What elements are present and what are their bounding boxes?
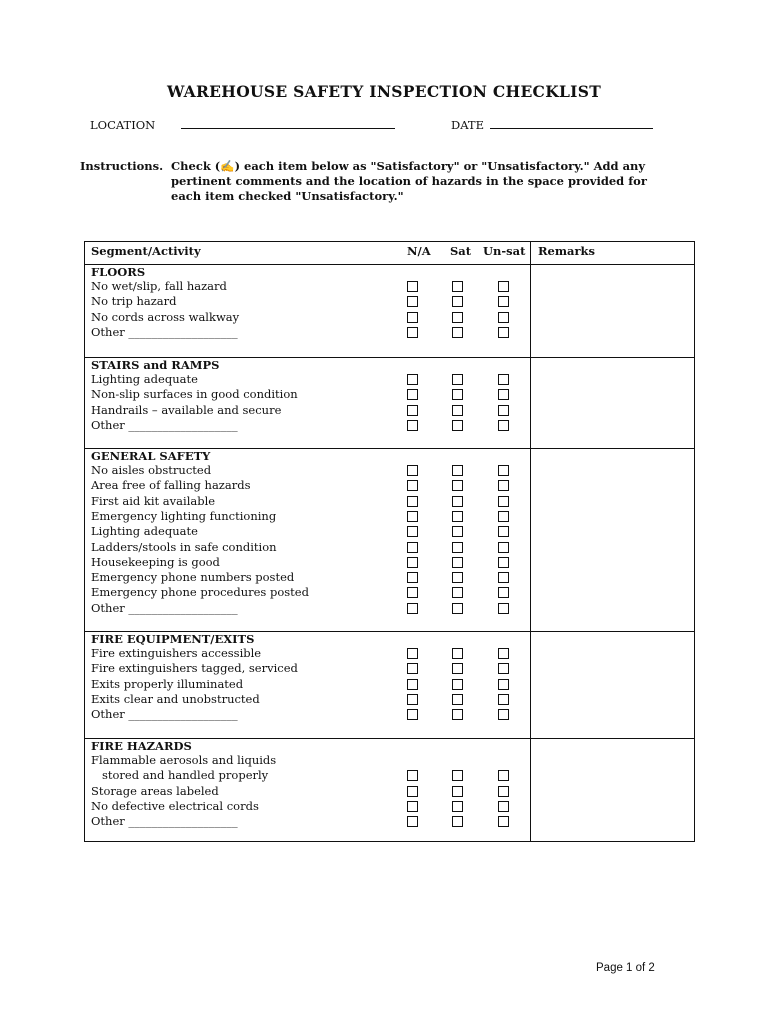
page-number: Page 1 of 2 (596, 962, 655, 974)
item-label: Exits properly illuminated (91, 676, 244, 691)
unsat-checkbox[interactable] (498, 465, 509, 476)
unsat-checkbox[interactable] (498, 603, 509, 614)
checklist-row (85, 753, 694, 768)
na-checkbox[interactable] (407, 786, 418, 797)
na-checkbox[interactable] (407, 281, 418, 292)
na-checkbox[interactable] (407, 420, 418, 431)
unsat-checkbox[interactable] (498, 709, 509, 720)
date-label: DATE (451, 118, 484, 132)
item-label: Storage areas labeled (91, 783, 219, 798)
unsat-checkbox[interactable] (498, 801, 509, 812)
item-label: Non-slip surfaces in good condition (91, 387, 298, 402)
unsat-checkbox[interactable] (498, 496, 509, 507)
na-checkbox[interactable] (407, 465, 418, 476)
item-label: Other ___________________ (91, 600, 238, 615)
unsat-checkbox[interactable] (498, 511, 509, 522)
checklist-row (85, 677, 694, 692)
unsat-checkbox[interactable] (498, 281, 509, 292)
item-label: Housekeeping is good (91, 554, 220, 569)
checklist-row (85, 509, 694, 524)
na-checkbox[interactable] (407, 587, 418, 598)
sat-checkbox[interactable] (452, 603, 463, 614)
checklist-row (85, 463, 694, 478)
sat-checkbox[interactable] (452, 709, 463, 720)
unsat-checkbox[interactable] (498, 405, 509, 416)
item-label: Other ___________________ (91, 417, 238, 432)
na-checkbox[interactable] (407, 801, 418, 812)
na-checkbox[interactable] (407, 496, 418, 507)
instructions-text: Check (✍) each item below as "Satisfactory" or "Unsatisfactory." Add any pertinent comments and the location of hazards in the space provided for each item checked "Unsatisfactory." (171, 159, 647, 203)
location-field[interactable] (181, 128, 395, 129)
sat-checkbox[interactable] (452, 801, 463, 812)
unsat-checkbox[interactable] (498, 786, 509, 797)
na-checkbox[interactable] (407, 511, 418, 522)
na-checkbox[interactable] (407, 526, 418, 537)
section-general-safety (85, 448, 694, 632)
item-label: Other ___________________ (91, 707, 238, 722)
checklist-row (85, 478, 694, 493)
item-label: First aid kit available (91, 493, 216, 508)
sat-checkbox[interactable] (452, 511, 463, 522)
unsat-checkbox[interactable] (498, 663, 509, 674)
sat-checkbox[interactable] (452, 296, 463, 307)
section-title: FIRE EQUIPMENT/EXITS (91, 632, 255, 646)
header-segment: Segment/Activity (91, 244, 201, 258)
checklist-row (85, 768, 694, 783)
unsat-checkbox[interactable] (498, 816, 509, 827)
checklist-row (85, 310, 694, 325)
unsat-checkbox[interactable] (498, 480, 509, 491)
sat-checkbox[interactable] (452, 542, 463, 553)
item-label: No trip hazard (91, 294, 177, 309)
checklist-row (85, 570, 694, 585)
unsat-checkbox[interactable] (498, 694, 509, 705)
item-label: Other ___________________ (91, 324, 238, 339)
na-checkbox[interactable] (407, 405, 418, 416)
item-label: Emergency phone numbers posted (91, 570, 295, 585)
na-checkbox[interactable] (407, 557, 418, 568)
section-stairs-and-ramps (85, 357, 694, 449)
item-label: Emergency lighting functioning (91, 508, 277, 523)
item-label: Fire extinguishers accessible (91, 646, 262, 660)
instructions-label: Instructions. (80, 159, 164, 173)
section-title: STAIRS and RAMPS (91, 358, 220, 372)
section-title: FLOORS (91, 265, 146, 279)
location-label: LOCATION (90, 118, 156, 132)
checklist-row (85, 403, 694, 418)
na-checkbox[interactable] (407, 709, 418, 720)
header-sat: Sat (450, 244, 472, 258)
checklist-row (85, 692, 694, 707)
na-checkbox[interactable] (407, 603, 418, 614)
checklist-row (85, 814, 694, 829)
unsat-checkbox[interactable] (498, 296, 509, 307)
unsat-checkbox[interactable] (498, 587, 509, 598)
na-checkbox[interactable] (407, 312, 418, 323)
date-field[interactable] (490, 128, 653, 129)
checklist-row (85, 799, 694, 814)
na-checkbox[interactable] (407, 296, 418, 307)
checklist-row (85, 707, 694, 722)
na-checkbox[interactable] (407, 389, 418, 400)
checklist-row (85, 540, 694, 555)
na-checkbox[interactable] (407, 694, 418, 705)
checklist-row (85, 646, 694, 661)
checklist-row (85, 325, 694, 340)
na-checkbox[interactable] (407, 679, 418, 690)
na-checkbox[interactable] (407, 648, 418, 659)
checklist-row (85, 661, 694, 676)
sat-checkbox[interactable] (452, 663, 463, 674)
checklist-row (85, 294, 694, 309)
section-floors (85, 265, 694, 357)
item-label: Handrails – available and secure (91, 402, 282, 417)
header-unsat: Un-sat (483, 244, 526, 258)
unsat-checkbox[interactable] (498, 557, 509, 568)
unsat-checkbox[interactable] (498, 572, 509, 583)
sat-checkbox[interactable] (452, 327, 463, 338)
na-checkbox[interactable] (407, 480, 418, 491)
sat-checkbox[interactable] (452, 679, 463, 690)
checklist-row (85, 555, 694, 570)
sat-checkbox[interactable] (452, 786, 463, 797)
unsat-checkbox[interactable] (498, 312, 509, 323)
unsat-checkbox[interactable] (498, 648, 509, 659)
item-label: Flammable aerosols and liquids (91, 753, 277, 767)
section-title: GENERAL SAFETY (91, 449, 211, 463)
unsat-checkbox[interactable] (498, 542, 509, 553)
item-label: Lighting adequate (91, 524, 198, 539)
na-checkbox[interactable] (407, 663, 418, 674)
sat-checkbox[interactable] (452, 374, 463, 385)
sat-checkbox[interactable] (452, 496, 463, 507)
item-label: Emergency phone procedures posted (91, 585, 309, 600)
sat-checkbox[interactable] (452, 816, 463, 827)
header-na: N/A (407, 244, 431, 258)
checklist-row (85, 387, 694, 402)
sat-checkbox[interactable] (452, 281, 463, 292)
item-label: No defective electrical cords (91, 798, 259, 813)
item-label: No wet/slip, fall hazard (91, 279, 227, 293)
item-label: Ladders/stools in safe condition (91, 539, 277, 554)
item-label: No cords across walkway (91, 309, 240, 324)
unsat-checkbox[interactable] (498, 327, 509, 338)
sat-checkbox[interactable] (452, 420, 463, 431)
unsat-checkbox[interactable] (498, 389, 509, 400)
sat-checkbox[interactable] (452, 465, 463, 476)
sat-checkbox[interactable] (452, 557, 463, 568)
sat-checkbox[interactable] (452, 312, 463, 323)
item-label: stored and handled properly (91, 768, 269, 783)
unsat-checkbox[interactable] (498, 526, 509, 537)
checklist-table (84, 241, 695, 842)
na-checkbox[interactable] (407, 374, 418, 385)
section-fire-hazards (85, 738, 694, 843)
na-checkbox[interactable] (407, 572, 418, 583)
checklist-row (85, 784, 694, 799)
item-label: No aisles obstructed (91, 463, 212, 477)
sat-checkbox[interactable] (452, 526, 463, 537)
checklist-row (85, 524, 694, 539)
sat-checkbox[interactable] (452, 648, 463, 659)
section-fire-equipment-exits (85, 631, 694, 739)
unsat-checkbox[interactable] (498, 420, 509, 431)
item-label: Fire extinguishers tagged, serviced (91, 661, 298, 676)
na-checkbox[interactable] (407, 770, 418, 781)
checklist-row (85, 601, 694, 616)
checklist-row (85, 494, 694, 509)
checklist-row (85, 418, 694, 433)
header-remarks: Remarks (538, 244, 595, 258)
sat-checkbox[interactable] (452, 389, 463, 400)
na-checkbox[interactable] (407, 542, 418, 553)
item-label: Other ___________________ (91, 814, 238, 829)
checklist-row (85, 585, 694, 600)
unsat-checkbox[interactable] (498, 770, 509, 781)
sat-checkbox[interactable] (452, 770, 463, 781)
na-checkbox[interactable] (407, 816, 418, 827)
sat-checkbox[interactable] (452, 694, 463, 705)
item-label: Area free of falling hazards (91, 478, 251, 493)
sat-checkbox[interactable] (452, 480, 463, 491)
unsat-checkbox[interactable] (498, 679, 509, 690)
item-label: Exits clear and unobstructed (91, 691, 260, 706)
na-checkbox[interactable] (407, 327, 418, 338)
sat-checkbox[interactable] (452, 572, 463, 583)
section-title: FIRE HAZARDS (91, 739, 192, 753)
unsat-checkbox[interactable] (498, 374, 509, 385)
checklist-row (85, 279, 694, 294)
sat-checkbox[interactable] (452, 405, 463, 416)
checklist-row (85, 372, 694, 387)
sat-checkbox[interactable] (452, 587, 463, 598)
item-label: Lighting adequate (91, 372, 198, 386)
page-title: WAREHOUSE SAFETY INSPECTION CHECKLIST (166, 82, 602, 101)
